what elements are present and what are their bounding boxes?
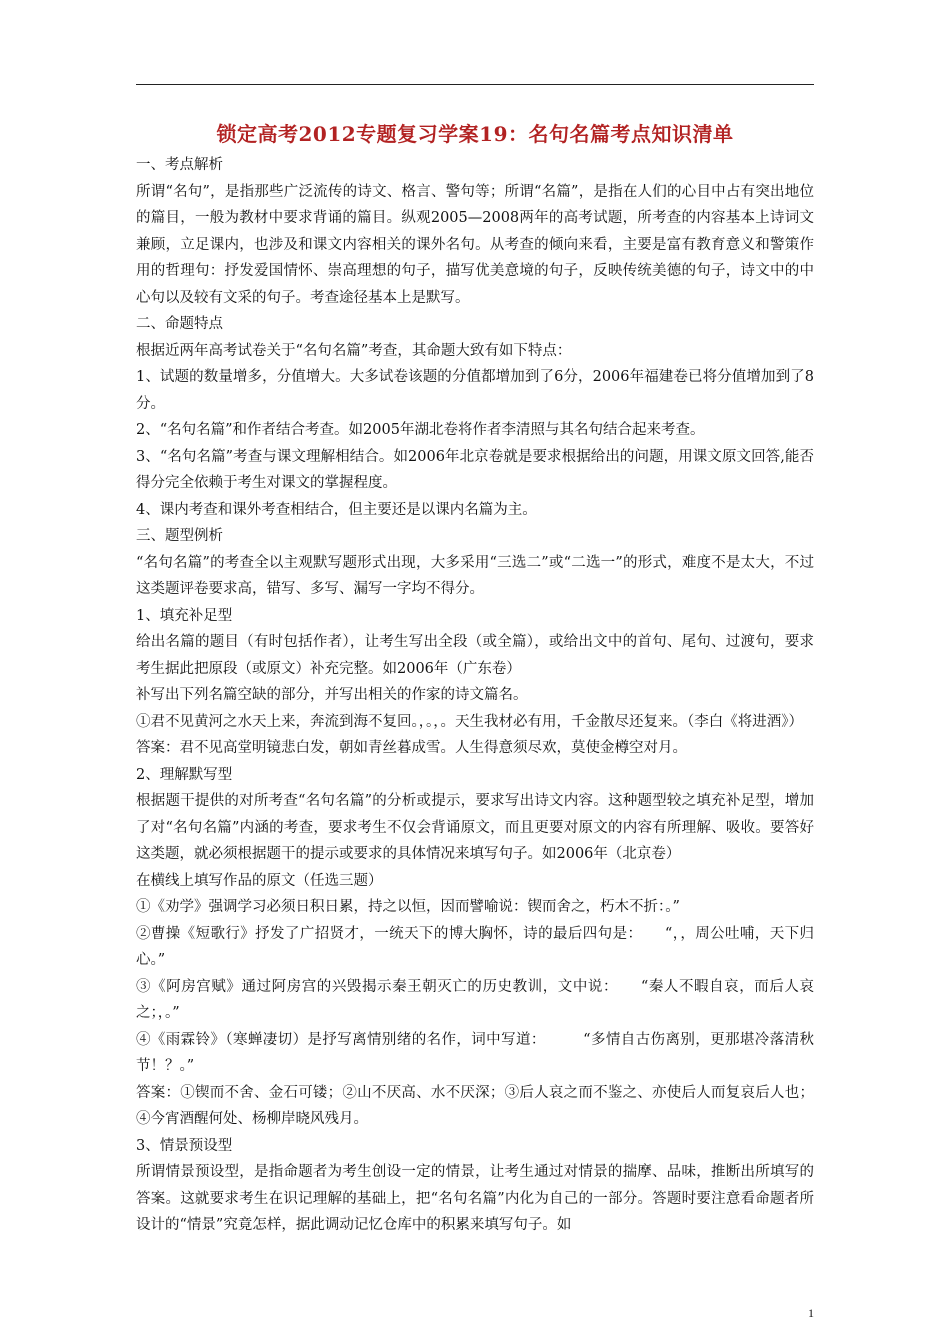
question-item: ④《雨霖铃》（寒蝉凄切）是抒写离情别绪的名作，词中写道： “多情自古伤离别，更那堪冷落清秋节！？。” bbox=[136, 1031, 814, 1074]
paragraph: 在横线上填写作品的原文（任选三题） bbox=[136, 872, 383, 889]
page-number: 1 bbox=[808, 1306, 814, 1320]
subheading-comprehension-type: 2、理解默写型 bbox=[136, 766, 233, 783]
document-body bbox=[136, 152, 814, 1239]
paragraph: 根据题干提供的对所考查“名句名篇”的分析或提示，要求写出诗文内容。这种题型较之填充补足型，增加了对“名句名篇”内涵的考查，要求考生不仅会背诵原文，而且更要对原文的内容有所理解、吸收。要答好这类题，就必须根据题干的提示或要求的具体情况来填写句子。如2006年（北京卷） bbox=[136, 793, 814, 862]
section-heading-examples: 三、题型例析 bbox=[136, 528, 223, 544]
question-item: ②曹操《短歌行》抒发了广招贤才，一统天下的博大胸怀，诗的最后四句是： “，，周公吐哺，天下归心。” bbox=[136, 925, 814, 968]
paragraph: 根据近两年高考试卷关于“名句名篇”考查，其命题大致有如下特点： bbox=[136, 342, 572, 359]
section-heading-analysis: 一、考点解析 bbox=[136, 157, 223, 173]
list-item: 4、课内考查和课外考查相结合，但主要还是以课内名篇为主。 bbox=[136, 501, 537, 518]
paragraph: “名句名篇”的考查全以主观默写题形式出现，大多采用“三选二”或“二选一”的形式，难度不是太大，不过这类题评卷要求高，错写、多写、漏写一字均不得分。 bbox=[136, 554, 814, 597]
subheading-fill-type: 1、填充补足型 bbox=[136, 607, 233, 624]
question-item: ①君不见黄河之水天上来，奔流到海不复回。，。，。天生我材必有用，千金散尽还复来。（李白《将进酒》） bbox=[136, 713, 803, 730]
paragraph: 给出名篇的题目（有时包括作者），让考生写出全段（或全篇），或给出文中的首句、尾句、过渡句，要求考生据此把原段（或原文）补充完整。如2006年（广东卷） bbox=[136, 634, 814, 677]
subheading-scenario-type: 3、情景预设型 bbox=[136, 1137, 233, 1154]
header-rule bbox=[136, 84, 814, 85]
paragraph: 所谓情景预设型，是指命题者为考生创设一定的情景，让考生通过对情景的揣摩、品味，推断出所填写的答案。这就要求考生在识记理解的基础上，把“名句名篇”内化为自己的一部分。答题时要注意看命题者所设计的“情景”究竟怎样，据此调动记忆仓库中的积累来填写句子。如 bbox=[136, 1164, 814, 1233]
section-heading-features: 二、命题特点 bbox=[136, 316, 223, 332]
paragraph: 所谓“名句”，是指那些广泛流传的诗文、格言、警句等；所谓“名篇”，是指在人们的心目中占有突出地位的篇目，一般为教材中要求背诵的篇目。纵观2005—2008两年的高考试题，所考查的内容基本上诗词文兼顾，立足课内，也涉及和课文内容相关的课外名句。从考查的倾向来看，主要是富有教育意义和警策作用的哲理句：抒发爱国情怀、崇高理想的句子，描写优美意境的句子，反映传统美德的句子，诗文中的中心句以及较有文采的句子。考查途径基本上是默写。 bbox=[136, 183, 814, 306]
list-item: 3、“名句名篇”考查与课文理解相结合。如2006年北京卷就是要求根据给出的问题，用课文原文回答,能否得分完全依赖于考生对课文的掌握程度。 bbox=[136, 448, 814, 491]
list-item: 1、试题的数量增多，分值增大。大多试卷该题的分值都增加到了6分，2006年福建卷已将分值增加到了8分。 bbox=[136, 369, 814, 412]
answer: 答案：君不见高堂明镜悲白发，朝如青丝暮成雪。人生得意须尽欢，莫使金樽空对月。 bbox=[136, 740, 687, 756]
question-item: ③《阿房宫赋》通过阿房宫的兴毁揭示秦王朝灭亡的历史教训，文中说： “秦人不暇自哀，而后人哀之；，。” bbox=[136, 978, 814, 1021]
question-item: ①《劝学》强调学习必须日积日累，持之以恒，因而譬喻说：锲而舍之，朽木不折：。” bbox=[136, 899, 680, 915]
document-title: 锁定高考2012专题复习学案19：名句名篇考点知识清单 bbox=[216, 122, 734, 146]
list-item: 2、“名句名篇”和作者结合考查。如2005年湖北卷将作者李清照与其名句结合起来考查。 bbox=[136, 422, 705, 438]
paragraph: 补写出下列名篇空缺的部分，并写出相关的作家的诗文篇名。 bbox=[136, 687, 528, 703]
answer: 答案：①锲而不舍、金石可镂；②山不厌高、水不厌深；③后人哀之而不鉴之、亦使后人而复哀后人也；④今宵酒醒何处、杨柳岸晓风残月。 bbox=[136, 1084, 814, 1127]
